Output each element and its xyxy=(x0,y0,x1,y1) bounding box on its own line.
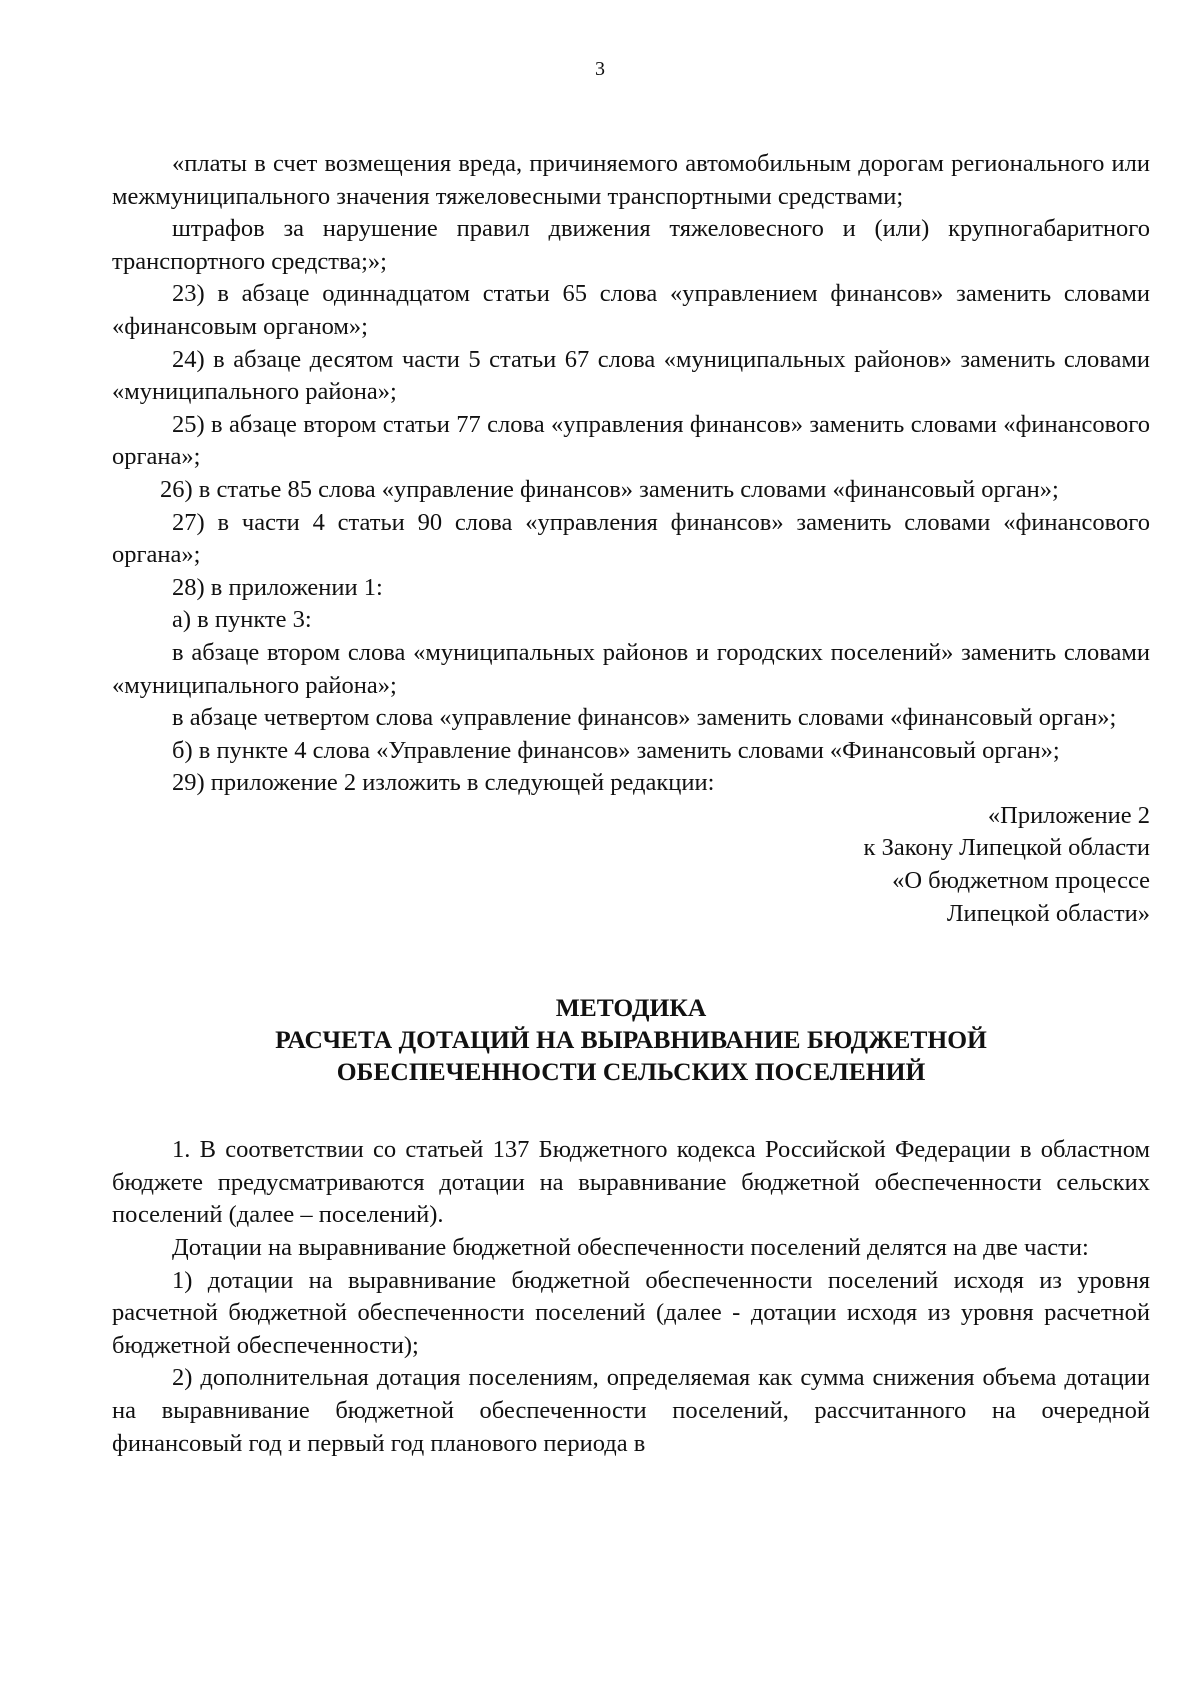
amendment-paragraph: б) в пункте 4 слова «Управление финансов» заменить словами «Финансовый орган»; xyxy=(172,736,1060,764)
amendment-paragraph: 24) в абзаце десятом части 5 статьи 67 слова «муниципальных районов» заменить словами «муниципального района»; xyxy=(112,345,1150,406)
method-title-line: РАСЧЕТА ДОТАЦИЙ НА ВЫРАВНИВАНИЕ БЮДЖЕТНОЙ xyxy=(275,1025,987,1055)
amendment-paragraph: а) в пункте 3: xyxy=(172,606,312,634)
amendment-paragraph: 23) в абзаце одиннадцатом статьи 65 слова «управлением финансов» заменить словами «финансовым органом»; xyxy=(112,280,1150,340)
amendment-paragraph: 25) в абзаце втором статьи 77 слова «управления финансов» заменить словами «финансового органа»; xyxy=(112,410,1150,471)
method-paragraph: 2) дополнительная дотация поселениям, определяемая как сумма снижения объема дотации на выравнивание бюджетной обеспеченности поселений, рассчитанного на очередной финансовый год и первый год планового периода в xyxy=(112,1364,1150,1457)
amendment-paragraph: в абзаце четвертом слова «управление финансов» заменить словами «финансовый орган»; xyxy=(172,704,1117,732)
document-body xyxy=(112,148,1150,1460)
method-title-line: МЕТОДИКА xyxy=(555,993,707,1023)
amendment-paragraph: 26) в статье 85 слова «управление финансов» заменить словами «финансовый орган»; xyxy=(160,475,1059,503)
amendment-paragraph: 27) в части 4 статьи 90 слова «управления финансов» заменить словами «финансового органа»; xyxy=(112,508,1150,569)
method-title xyxy=(112,992,1150,1088)
amendment-paragraph: «платы в счет возмещения вреда, причиняемого автомобильным дорогам регионального или межмуниципального значения тяжеловесными транспортными средствами; xyxy=(112,150,1150,210)
amendment-paragraph: в абзаце втором слова «муниципальных районов и городских поселений» заменить словами «муниципального района»; xyxy=(112,638,1150,699)
method-section xyxy=(112,1134,1150,1460)
attachment-line: «О бюджетном процессе xyxy=(892,867,1150,895)
method-paragraph: Дотации на выравнивание бюджетной обеспеченности поселений делятся на две части: xyxy=(172,1234,1089,1262)
amendment-paragraph: 28) в приложении 1: xyxy=(172,573,383,601)
attachment-line: «Приложение 2 xyxy=(987,801,1150,829)
amendment-paragraph: 29) приложение 2 изложить в следующей редакции: xyxy=(172,769,715,797)
method-paragraph: 1. В соответствии со статьей 137 Бюджетного кодекса Российской Федерации в областном бюджете предусматриваются дотации на выравнивание бюджетной обеспеченности сельских поселений (далее – поселений). xyxy=(112,1136,1150,1229)
amendment-paragraph: штрафов за нарушение правил движения тяжеловесного и (или) крупногабаритного транспортного средства;»; xyxy=(112,215,1150,275)
attachment-line: к Закону Липецкой области xyxy=(863,834,1150,862)
attachment-line: Липецкой области» xyxy=(946,899,1150,927)
page-number: 3 xyxy=(595,58,605,80)
method-paragraph: 1) дотации на выравнивание бюджетной обеспеченности поселений исходя из уровня расчетной бюджетной обеспеченности поселений (далее - дотации исходя из уровня расчетной бюджетной обеспеченности); xyxy=(112,1266,1150,1359)
attachment-header xyxy=(112,800,1150,930)
method-title-line: ОБЕСПЕЧЕННОСТИ СЕЛЬСКИХ ПОСЕЛЕНИЙ xyxy=(336,1057,926,1087)
